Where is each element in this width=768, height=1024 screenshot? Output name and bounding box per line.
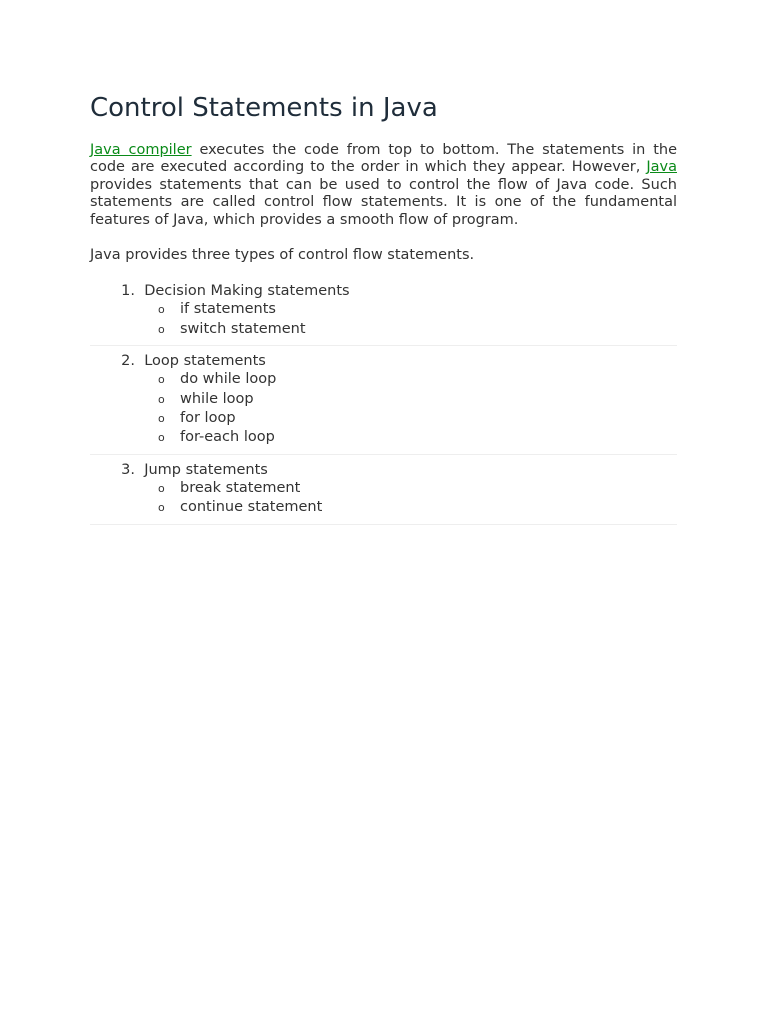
list-number: 1. bbox=[121, 283, 135, 300]
sub-list-item bbox=[158, 479, 677, 498]
sub-list-item-label: break statement bbox=[180, 479, 301, 496]
intro-text-2: provides statements that can be used to control the flow of Java code. Such statements are called control flow statements. It is one of the fundamental features of Java, which provides a smooth flow of program. bbox=[90, 176, 677, 228]
list-item-loop bbox=[90, 352, 677, 455]
sub-list-item bbox=[158, 390, 677, 409]
article-content bbox=[90, 86, 677, 525]
intro-text-1: executes the code from top to bottom. The statements in the code are executed according to the order in which they appear. However, bbox=[90, 142, 677, 176]
sub-list bbox=[90, 300, 677, 346]
bullet-icon: o bbox=[158, 412, 165, 426]
list-number: 2. bbox=[121, 353, 135, 370]
types-sentence: Java provides three types of control flow statements. bbox=[90, 247, 475, 264]
sub-list-item bbox=[158, 300, 677, 319]
sub-list-item bbox=[158, 498, 677, 517]
page-title: Control Statements in Java bbox=[90, 93, 438, 123]
list-item-decision-making bbox=[90, 282, 677, 346]
sub-list-item-label: switch statement bbox=[180, 320, 306, 337]
sub-list-item bbox=[158, 370, 677, 389]
sub-list-item-label: if statements bbox=[180, 301, 276, 318]
control-statements-list bbox=[90, 282, 677, 524]
bullet-icon: o bbox=[158, 303, 165, 317]
list-item-heading bbox=[90, 282, 677, 300]
bullet-icon: o bbox=[158, 322, 165, 336]
bullet-icon: o bbox=[158, 373, 165, 387]
list-item-label: Decision Making statements bbox=[144, 283, 350, 300]
intro-paragraph bbox=[90, 142, 677, 229]
list-item-heading bbox=[90, 352, 677, 370]
list-item-jump bbox=[90, 461, 677, 525]
sub-list-item-label: for loop bbox=[180, 410, 236, 427]
bullet-icon: o bbox=[158, 501, 165, 515]
sub-list-item bbox=[158, 428, 677, 447]
sub-list-item-label: continue statement bbox=[180, 499, 323, 516]
sub-list bbox=[90, 370, 677, 455]
list-item-heading bbox=[90, 461, 677, 479]
sub-list-item bbox=[158, 320, 677, 339]
list-item-label: Loop statements bbox=[144, 353, 266, 370]
bullet-icon: o bbox=[158, 431, 165, 445]
bullet-icon: o bbox=[158, 481, 165, 495]
bullet-icon: o bbox=[158, 392, 165, 406]
sub-list-item bbox=[158, 409, 677, 428]
sub-list-item-label: do while loop bbox=[180, 371, 277, 388]
list-item-label: Jump statements bbox=[144, 461, 268, 478]
java-compiler-link[interactable]: Java compiler bbox=[90, 142, 192, 158]
sub-list bbox=[90, 479, 677, 525]
java-link[interactable]: Java bbox=[646, 159, 677, 176]
sub-list-item-label: while loop bbox=[180, 390, 254, 407]
sub-list-item-label: for-each loop bbox=[180, 429, 275, 446]
list-number: 3. bbox=[121, 461, 135, 478]
